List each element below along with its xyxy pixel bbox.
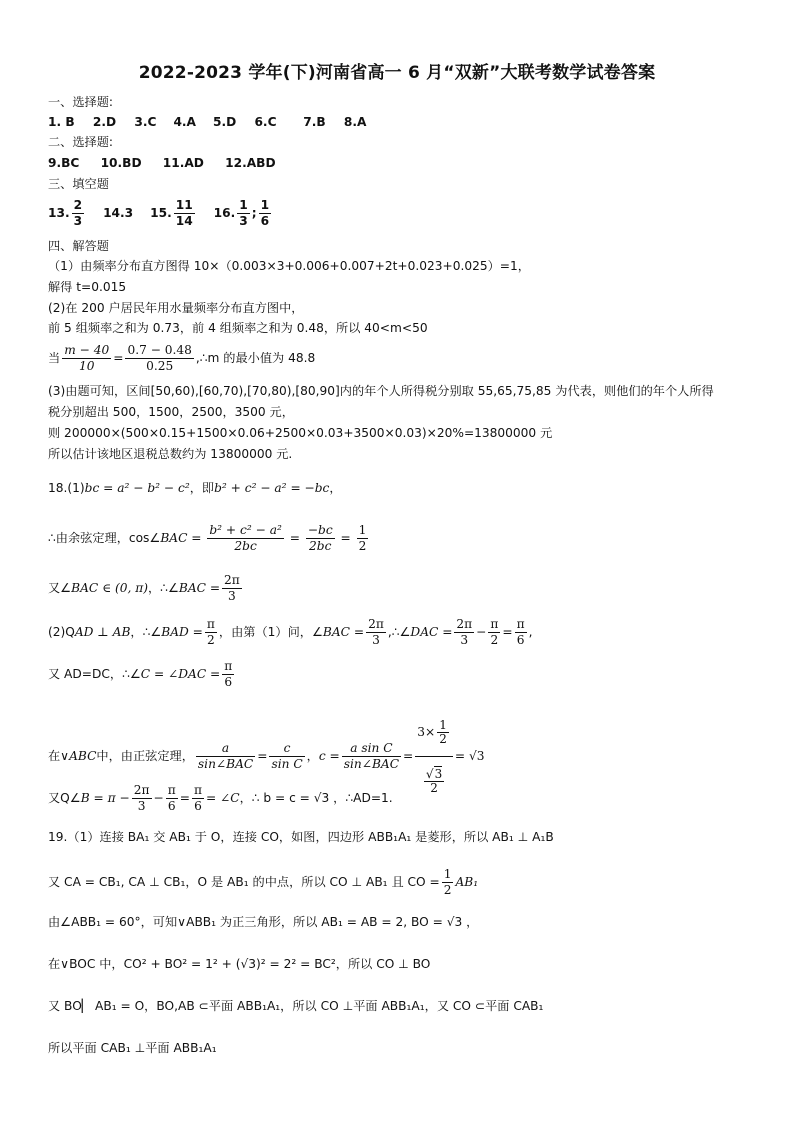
q18-label: 18.(1) xyxy=(48,481,85,495)
q18-line-2: ∴由余弦定理，cos∠BAC = $\frac{\text{b² + c² − a²}}{2bc}$ = $\frac{-bc}{2bc}$ = $\frac{1}{2}$ xyxy=(48,523,367,553)
q19-l2-num: 1 xyxy=(443,867,452,881)
q16-b-num: 1 xyxy=(260,198,270,212)
q18-line-4: (2)QAD ⊥ AB，∴∠BAD = $\frac{\pi}{2}$ ，由第（1）问，∠BAC = $\frac{2\pi}{3}$ ,∴∠DAC = $\frac{2\pi}{3}$ − $\frac{\pi}{2}$ = $\frac{\pi}{6}$ , xyxy=(48,617,533,647)
q17-line-3: (2)在 200 户居民年用水量频率分布直方图中， xyxy=(48,301,304,315)
q18-eq-2: b² + c² − a² = −bc xyxy=(214,481,330,495)
q18-l4-d1: 2 xyxy=(207,633,215,647)
q19-line-5: 又 BO▏ AB₁ = O，BO,AB ⊂平面 ABB₁A₁，所以 CO ⊥平面 ABB₁A₁，又 CO ⊂平面 CAB₁ xyxy=(48,999,544,1013)
q19-line-4: 在∨BOC 中，CO² + BO² = 1² + (√3)² = 2² = BC²，所以 CO ⊥ BO xyxy=(48,957,431,971)
q18-l3-range: BAC ∈ (0, π) xyxy=(71,581,148,595)
q18-cos-frac-2-den: 2bc xyxy=(309,539,332,553)
q17-line-2: 解得 t=0.015 xyxy=(48,280,127,294)
q18-l4-n5: π xyxy=(516,617,525,631)
q18-l6-root-den: 2 xyxy=(430,781,438,795)
q15-den: 14 xyxy=(175,214,193,228)
q18-l3-den: 3 xyxy=(228,589,236,603)
q18-l6-frac-2 xyxy=(269,741,304,772)
q18-cos-frac-3 xyxy=(357,523,369,554)
q18-l7-n2: π xyxy=(167,783,176,797)
q18-l4-n1: π xyxy=(206,617,215,631)
q17-min-value: ,∴m 的最小值为 48.8 xyxy=(195,351,316,365)
q18-l6-nested-half xyxy=(437,719,449,746)
q18-eq-1: bc = a² − b² − c² xyxy=(84,481,190,495)
q19-l2-den: 2 xyxy=(443,883,452,897)
q18-l6-frac-3 xyxy=(342,741,401,772)
q13-num: 2 xyxy=(73,198,83,212)
q18-l6-d1: sin∠BAC xyxy=(197,757,254,771)
q13-label: 13. xyxy=(48,206,70,220)
q18-l7-n3: π xyxy=(193,783,202,797)
answer-11: 11.AD xyxy=(162,156,204,170)
q18-l4-frac-3 xyxy=(454,617,474,648)
q17-line-7: 税分别超出 500，1500，2500，3500 元， xyxy=(48,405,294,419)
q18-l5-pre: 又 AD=DC，∴∠ xyxy=(48,667,141,681)
q18-l6-half-num: 1 xyxy=(439,718,447,732)
answer-12: 12.ABD xyxy=(225,156,276,170)
q18-cos-frac-2-num: −bc xyxy=(307,523,333,537)
q18-l7-pre: 又Q∠ xyxy=(48,791,81,805)
q18-l4-d5: 6 xyxy=(516,633,525,647)
q18-l4-pre: (2)Q xyxy=(48,625,75,639)
q18-l6-nested-frac xyxy=(415,710,453,803)
q18-cosine-text: ∴由余弦定理，cos∠ xyxy=(48,531,161,545)
q18-l4-frac-2 xyxy=(366,617,386,648)
q18-eq-sign: = xyxy=(187,531,206,545)
section-heading-multi: 二、选择题: xyxy=(48,135,114,149)
q18-l4-a: ，∴∠ xyxy=(130,625,162,639)
q18-cos-frac-1-num: b² + c² − a² xyxy=(209,523,282,537)
q18-l7-frac-2 xyxy=(166,783,178,814)
q19-line-1: 19.（1）连接 BA₁ 交 AB₁ 于 O，连接 CO，如图，四边形 ABB₁A₁ 是菱形，所以 AB₁ ⊥ A₁B xyxy=(48,830,554,844)
q17-line-8: 则 200000×(500×0.15+1500×0.06+2500×0.03+3500×0.03)×20%=13800000 元 xyxy=(48,426,553,440)
q18-l4-b: ，由第（1）问，∠ xyxy=(218,625,323,639)
answer-2: 2.D xyxy=(92,115,117,129)
q17-frac-1-num: m − 40 xyxy=(64,343,110,357)
q18-l7-b: B = π − xyxy=(80,791,130,805)
q18-l5-eq: C = ∠DAC = xyxy=(140,667,221,681)
q18-l6-triangle: ABC xyxy=(69,749,97,763)
q19-l2-pre: 又 CA = CB₁, CA ⊥ CB₁，O 是 AB₁ 的中点，所以 CO ⊥ AB₁ 且 CO = xyxy=(48,875,440,889)
q18-l7-c: = ∠C xyxy=(205,791,240,805)
answer-7: 7.B xyxy=(303,115,326,129)
q18-l6-n2: c xyxy=(269,741,304,757)
q13-fraction xyxy=(72,198,84,229)
q18-line-6: 在∨ABC中，由正弦定理， $\frac{a}{\text{sin∠BAC}}$ = $\frac{c}{\text{sin C}}$ ，c = $\frac{\text{a sin C}}{\text{sin∠BAC}}$ = 3× $\frac{1}{2}$ $\frac{√3}{2}$ = √3 xyxy=(48,710,484,803)
q18-cos-frac-3-den: 2 xyxy=(358,539,367,553)
q18-cos-frac-3-num: 1 xyxy=(358,523,367,537)
q13-den: 3 xyxy=(73,214,83,228)
q15-fraction xyxy=(174,198,195,229)
q16-a-den: 3 xyxy=(239,214,248,228)
q17-frac-1-den: 10 xyxy=(78,359,95,373)
q18-l6-nested-root-half: $\frac{√3}{2}$ xyxy=(425,767,443,795)
q19-line-3: 由∠ABB₁ = 60°，可知∨ABB₁ 为正三角形，所以 AB₁ = AB = 2, BO = √3 ， xyxy=(48,915,479,929)
q17-frac-2-num: 0.7 − 0.48 xyxy=(127,343,192,357)
q17-frac-2-den: 0.25 xyxy=(146,359,174,373)
q18-l4-frac-5 xyxy=(515,617,527,648)
q18-l7-frac-1 xyxy=(132,783,152,814)
answer-3: 3.C xyxy=(134,115,157,129)
q18-l4-c: ,∴∠ xyxy=(387,625,411,639)
q18-l4-n4: π xyxy=(490,617,499,631)
q18-l4-frac-1 xyxy=(205,617,217,648)
q18-line-5 xyxy=(48,656,236,692)
q18-l6-root: 3 xyxy=(434,767,443,781)
q19-line-6: 所以平面 CAB₁ ⊥平面 ABB₁A₁ xyxy=(48,1041,217,1055)
q18-l5-den: 6 xyxy=(224,675,233,689)
q18-l6-n3: a sin C xyxy=(342,741,401,757)
q17-line-6: (3)由题可知，区间[50,60),[60,70),[70,80),[80,90]内的年个人所得税分别取 55,65,75,85 为代表，则他们的年个人所得 xyxy=(48,384,714,398)
q17-frac-2 xyxy=(125,343,193,374)
q18-l4-bad: BAD = xyxy=(161,625,203,639)
q18-l7-d1: 3 xyxy=(137,799,146,813)
answer-10: 10.BD xyxy=(100,156,142,170)
q18-l7-frac-3 xyxy=(192,783,204,814)
section-heading-choice: 一、选择题: xyxy=(48,95,114,109)
q16-label: 16. xyxy=(213,206,236,220)
q19-l2-post: AB₁ xyxy=(455,875,479,889)
answer-9: 9.BC xyxy=(48,156,80,170)
q18-l4-n2: 2π xyxy=(368,617,384,631)
q18-l4-frac-4 xyxy=(488,617,500,648)
q17-equals: = xyxy=(113,351,124,365)
q18-l6-half-den: 2 xyxy=(439,732,447,746)
q18-l4-bac: BAC = xyxy=(322,625,365,639)
section-heading-solutions: 四、解答题 xyxy=(48,239,109,253)
q16-fraction-a xyxy=(237,198,249,229)
page-title: 2022-2023 学年(下)河南省高一 6 月“双新”大联考数学试卷答案 xyxy=(138,63,656,83)
answer-8: 8.A xyxy=(343,115,367,129)
q16-fraction-b xyxy=(259,198,271,229)
q19-l2-frac xyxy=(442,867,454,898)
q18-l6-frac-1 xyxy=(196,741,255,772)
q18-l6-result: = √3 xyxy=(454,749,485,763)
answer-6: 6.C xyxy=(254,115,277,129)
answer-5: 5.D xyxy=(212,115,237,129)
q18-l6-mid: 中，由正弦定理， xyxy=(96,749,194,763)
q17-line-5 xyxy=(48,340,315,376)
q18-l3-frac xyxy=(222,573,242,604)
q18-l5-num: π xyxy=(224,659,233,673)
q18-l6-nested-pre: 3× xyxy=(417,725,436,739)
q18-l6-nested-bottom xyxy=(415,757,453,803)
q18-l3-pre: 又∠ xyxy=(48,581,72,595)
q19-line-2 xyxy=(48,864,478,900)
q15-num: 11 xyxy=(175,198,193,212)
fill-answers-row xyxy=(48,196,273,230)
q18-l3-num: 2π xyxy=(224,573,240,587)
q16-a-num: 1 xyxy=(239,198,248,212)
q18-l7-d3: 6 xyxy=(194,799,202,813)
q16-b-den: 6 xyxy=(260,214,270,228)
q17-line-9: 所以估计该地区退税总数约为 13800000 元. xyxy=(48,447,293,461)
q16-separator: ; xyxy=(251,206,257,220)
q18-line-3 xyxy=(48,570,244,606)
q18-l4-n3: 2π xyxy=(456,617,473,631)
q18-l4-d4: 2 xyxy=(490,633,499,647)
choice-answers-row xyxy=(48,114,366,130)
q18-l6-d3: sin∠BAC xyxy=(343,757,400,771)
q18-l4-d3: 3 xyxy=(460,633,469,647)
q17-when: 当 xyxy=(48,351,61,365)
q18-l7-post: ，∴ b = c = √3 ，∴AD=1. xyxy=(239,791,393,805)
q18-l4-d2: 3 xyxy=(372,633,380,647)
q18-l3-bac: BAC = xyxy=(178,581,221,595)
q18-l4-perp: AD ⊥ AB xyxy=(74,625,131,639)
q18-l6-c: c = xyxy=(318,749,340,763)
q18-l6-nested-top xyxy=(415,710,453,757)
q18-l6-d2: sin C xyxy=(271,757,303,771)
q14-answer: 14.3 xyxy=(103,206,134,220)
answer-1: 1. B xyxy=(48,115,75,129)
q18-cos-frac-1-den: 2bc xyxy=(234,539,257,553)
q18-line-7: 又Q∠B = π − $\frac{2\pi}{3}$ − $\frac{\pi}{6}$ = $\frac{\pi}{6}$ = ∠C，∴ b = c = √3 ，∴AD=1. xyxy=(48,783,393,813)
q18-l5-frac xyxy=(222,659,234,690)
answer-4: 4.A xyxy=(173,115,196,129)
q17-frac-1 xyxy=(62,343,111,374)
q17-line-4: 前 5 组频率之和为 0.73，前 4 组频率之和为 0.48，所以 40<m<50 xyxy=(48,321,428,335)
q18-angle-bac: BAC xyxy=(160,531,188,545)
q18-l6-pre: 在∨ xyxy=(48,749,70,763)
q18-l4-dac: DAC = xyxy=(410,625,453,639)
q15-label: 15. xyxy=(150,206,172,220)
q17-line-1: （1）由频率分布直方图得 10×（0.003×3+0.006+0.007+2t+0.023+0.025）=1， xyxy=(48,259,530,273)
q18-cos-frac-2 xyxy=(306,523,335,554)
q18-l3-mid: ，∴∠ xyxy=(148,581,179,595)
q18-line-1 xyxy=(48,480,342,496)
q18-cos-frac-1 xyxy=(207,523,283,554)
q18-text-ie: ，即 xyxy=(189,481,215,495)
multi-answers-row xyxy=(48,155,276,171)
q18-comma: ， xyxy=(329,481,342,495)
q18-l7-n1: 2π xyxy=(133,783,150,797)
q18-l6-n1: a xyxy=(196,741,255,757)
q18-l7-d2: 6 xyxy=(167,799,176,813)
section-heading-fill: 三、填空题 xyxy=(48,177,109,191)
